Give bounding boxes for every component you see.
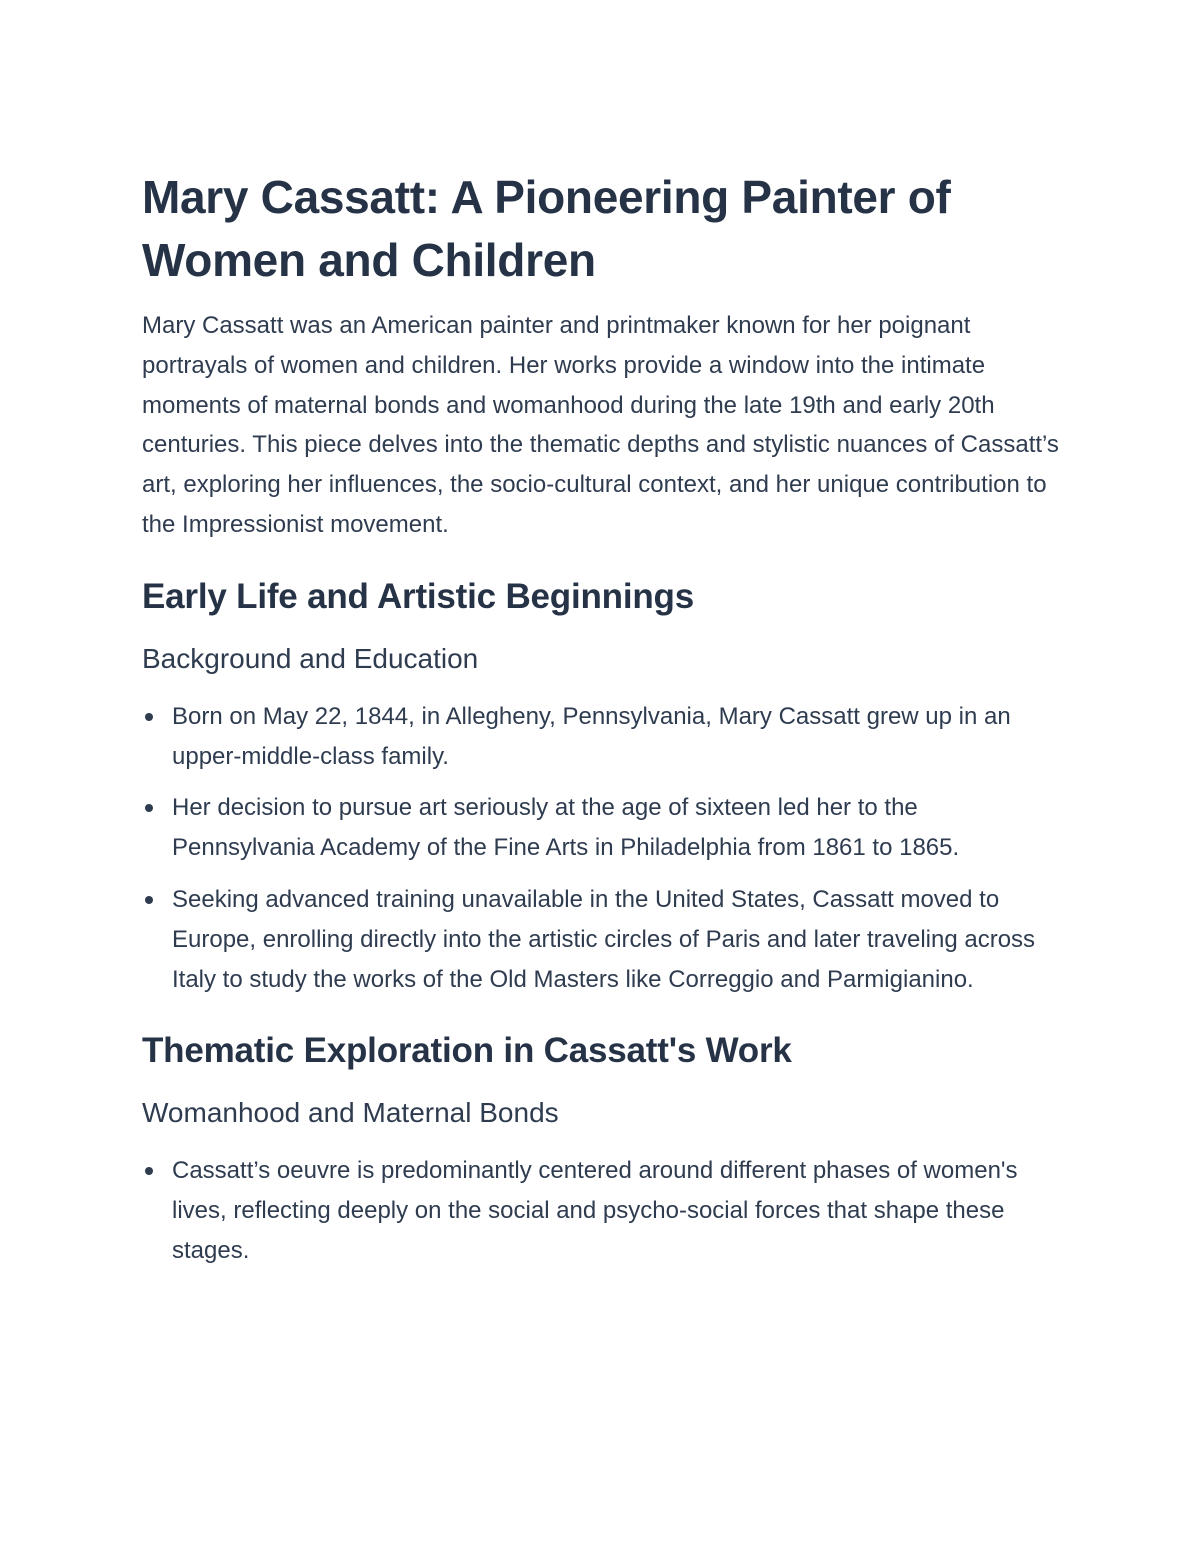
list-item-text: Her decision to pursue art seriously at the age of sixteen led her to the Pennsylvania Academy of the Fine Arts in Philadelphia from 1861 to 1865. <box>172 794 960 862</box>
bullet-icon <box>145 713 153 721</box>
page-title: Mary Cassatt: A Pioneering Painter of Women and Children <box>142 171 951 286</box>
list-item-text: Seeking advanced training unavailable in the United States, Cassatt moved to Europe, enrolling directly into the artistic circles of Paris and later traveling across Italy to study the works of the Old Masters like Correggio and Parmigianino. <box>172 885 1036 993</box>
document-page <box>142 166 1062 1283</box>
section-subheading: Womanhood and Maternal Bonds <box>142 1097 559 1129</box>
intro-paragraph: Mary Cassatt was an American painter and printmaker known for her poignant portrayals of women and children. Her works provide a window into the intimate moments of maternal bonds and womanhood during the late 19th and early 20th centuries. This piece delves into the thematic depths and stylistic nuances of Cassatt’s art, exploring her influences, the socio-cultural context, and her unique contribution to the Impressionist movement. <box>142 312 1059 538</box>
section-heading: Thematic Exploration in Cassatt's Work <box>142 1031 792 1071</box>
bullet-icon <box>145 804 153 812</box>
bullet-list <box>142 1151 1062 1270</box>
section-early-life <box>142 575 1062 1000</box>
list-item <box>142 788 1062 868</box>
bullet-icon <box>145 896 153 904</box>
section-thematic-exploration <box>142 1029 1062 1270</box>
list-item-text: Cassatt’s oeuvre is predominantly centered around different phases of women's lives, reflecting deeply on the social and psycho-social forces that shape these stages. <box>172 1157 1018 1264</box>
list-item <box>142 697 1062 777</box>
section-subheading: Background and Education <box>142 642 479 674</box>
bullet-icon <box>145 1167 153 1175</box>
list-item <box>142 1151 1062 1270</box>
list-item-text: Born on May 22, 1844, in Allegheny, Pennsylvania, Mary Cassatt grew up in an upper-middle-class family. <box>172 702 1011 770</box>
list-item <box>142 880 1062 999</box>
section-heading: Early Life and Artistic Beginnings <box>142 576 695 616</box>
bullet-list <box>142 697 1062 1000</box>
